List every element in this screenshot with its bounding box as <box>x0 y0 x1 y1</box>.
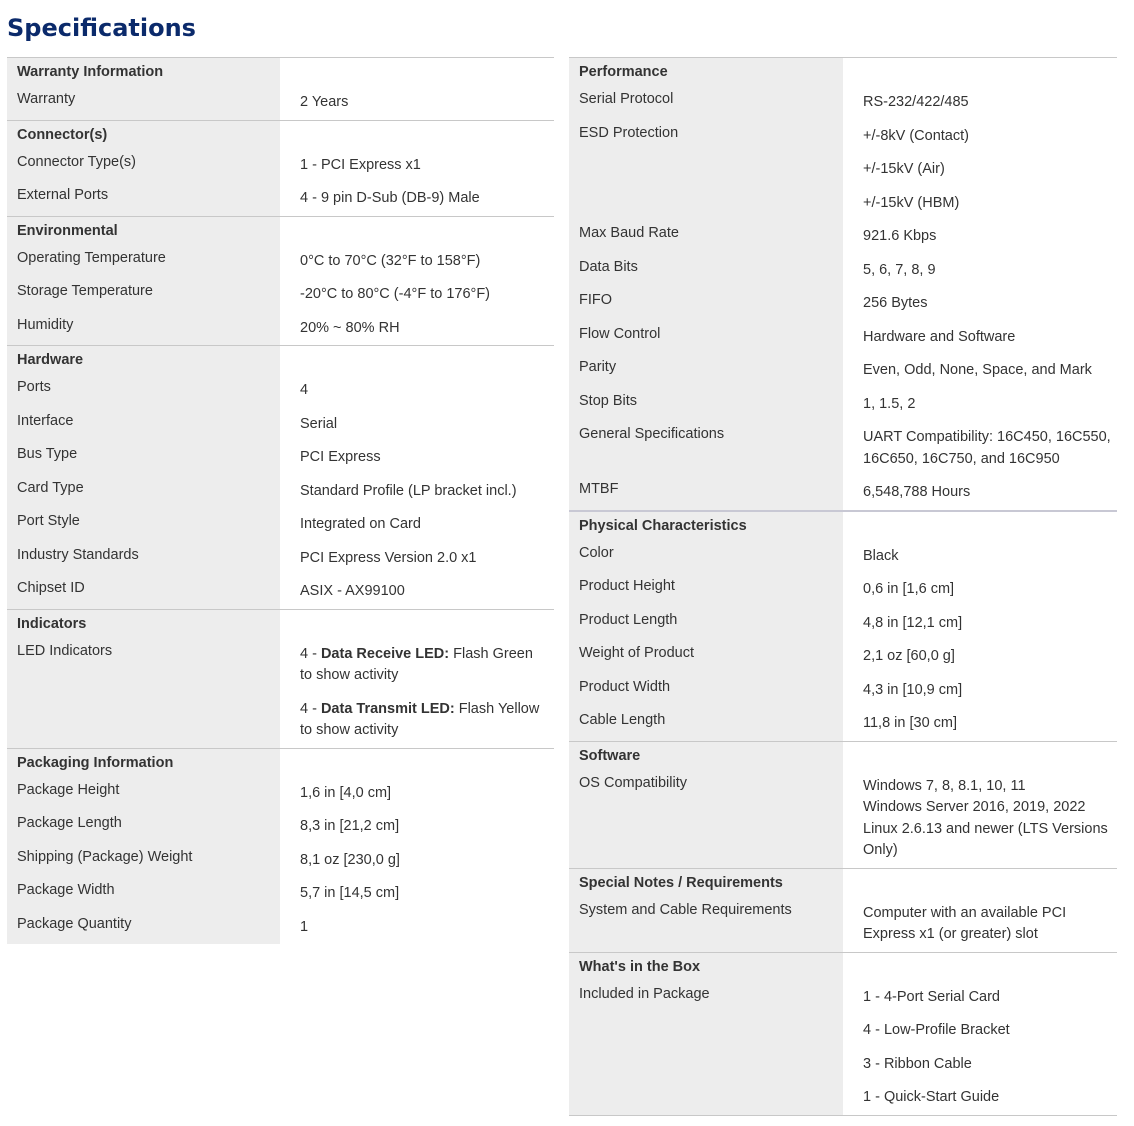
spec-label: Ports <box>7 374 280 408</box>
spec-row <box>7 810 554 844</box>
spec-value <box>843 674 1117 708</box>
spec-value <box>280 575 554 609</box>
spec-label: Weight of Product <box>569 640 843 674</box>
spec-value <box>843 897 1117 952</box>
spec-row <box>569 388 1117 422</box>
spec-row <box>569 707 1117 741</box>
spec-label: Data Bits <box>569 254 843 288</box>
spec-label: Max Baud Rate <box>569 220 843 254</box>
spec-label: Chipset ID <box>7 575 280 609</box>
spec-value-line: 4,8 in [12,1 cm] <box>863 614 963 631</box>
spec-label: FIFO <box>569 287 843 321</box>
spec-group-title: What's in the Box <box>569 953 843 981</box>
spec-value-line: UART Compatibility: 16C450, 16C550, 16C650, 16C750, and 16C950 <box>863 429 1111 467</box>
spec-row <box>7 182 554 216</box>
spec-value <box>843 981 1117 1115</box>
spec-value-line: Computer with an available PCI Express x1 (or greater) slot <box>863 904 1067 942</box>
spec-value-line: PCI Express <box>300 449 381 465</box>
spec-row <box>569 476 1117 510</box>
spec-group-title: Hardware <box>7 346 280 374</box>
spec-value <box>843 120 1117 221</box>
spec-group-header <box>569 953 1117 981</box>
spec-label: ESD Protection <box>569 120 843 221</box>
spec-value-line: Standard Profile (LP bracket incl.) <box>300 482 517 499</box>
spec-value-line: 1,6 in [4,0 cm] <box>300 784 392 801</box>
spec-group-header <box>7 610 554 638</box>
spec-value <box>280 508 554 542</box>
spec-group-special-notes-requirements <box>569 868 1117 952</box>
spec-value-line: ASIX - AX99100 <box>300 583 405 599</box>
spec-value-line: 4 <box>300 382 309 398</box>
led-indicator-entry <box>300 699 548 742</box>
spec-value-line: 2 Years <box>300 94 349 110</box>
spec-label: General Specifications <box>569 421 843 476</box>
spec-value <box>280 475 554 509</box>
spec-value <box>280 844 554 878</box>
spec-value-line: 5,7 in [14,5 cm] <box>300 885 400 901</box>
spec-value <box>280 542 554 576</box>
specs-left-column <box>7 57 554 944</box>
spec-group-title: Software <box>569 742 843 770</box>
spec-label: Stop Bits <box>569 388 843 422</box>
spec-group-environmental <box>7 216 554 346</box>
spec-value-line: 1, 1.5, 2 <box>863 395 916 412</box>
led-name: Data Receive LED: <box>320 645 450 662</box>
spec-value-line: 5, 6, 7, 8, 9 <box>863 261 936 278</box>
spec-value-line: Even, Odd, None, Space, and Mark <box>863 362 1092 378</box>
spec-value-line: Black <box>863 547 899 564</box>
spec-label: Warranty <box>7 86 280 120</box>
spec-value <box>280 777 554 811</box>
spec-label: Serial Protocol <box>569 86 843 120</box>
spec-group-title: Packaging Information <box>7 749 280 777</box>
spec-value-line: 4,3 in [10,9 cm] <box>863 681 963 698</box>
spec-row <box>7 374 554 408</box>
led-name: Data Transmit LED: <box>320 700 455 717</box>
spec-group-header-spacer <box>280 749 554 777</box>
spec-value <box>280 408 554 442</box>
spec-value-line: 6,548,788 Hours <box>863 484 971 500</box>
spec-row <box>7 542 554 576</box>
spec-group-hardware <box>7 345 554 609</box>
spec-value <box>280 374 554 408</box>
spec-group-header <box>7 346 554 374</box>
spec-value <box>843 540 1117 574</box>
spec-value-line: 0,6 in [1,6 cm] <box>863 581 955 597</box>
spec-value-line: -20°C to 80°C (-4°F to 176°F) <box>300 286 491 302</box>
spec-label: Package Height <box>7 777 280 811</box>
spec-label: Package Quantity <box>7 911 280 945</box>
spec-row <box>569 540 1117 574</box>
spec-value <box>280 312 554 346</box>
spec-label: Product Height <box>569 573 843 607</box>
spec-row <box>7 508 554 542</box>
spec-row <box>7 312 554 346</box>
spec-row <box>7 877 554 911</box>
spec-group-header <box>7 58 554 86</box>
spec-value <box>280 245 554 279</box>
spec-group-header <box>569 742 1117 770</box>
spec-group-header <box>7 121 554 149</box>
spec-value-line: 11,8 in [30 cm] <box>863 715 958 731</box>
spec-label: Interface <box>7 408 280 442</box>
spec-value-line: +/-15kV (HBM) <box>863 194 960 211</box>
spec-value-line: 8,1 oz [230,0 g] <box>300 851 400 868</box>
spec-row <box>7 408 554 442</box>
spec-value <box>280 810 554 844</box>
spec-value-line: 1 - Quick-Start Guide <box>863 1089 1000 1105</box>
led-quantity: 4 - <box>300 645 321 662</box>
spec-group-header-spacer <box>843 953 1117 981</box>
spec-label: Color <box>569 540 843 574</box>
led-indicator-entry <box>300 644 548 687</box>
spec-group-physical-characteristics <box>569 510 1117 741</box>
spec-group-header <box>7 749 554 777</box>
spec-group-header-spacer <box>843 58 1117 86</box>
spec-row <box>569 220 1117 254</box>
spec-label: MTBF <box>569 476 843 510</box>
spec-label: Parity <box>569 354 843 388</box>
spec-value <box>843 86 1117 120</box>
spec-value-line: 3 - Ribbon Cable <box>863 1055 972 1072</box>
spec-label: Product Length <box>569 607 843 641</box>
spec-label: Package Width <box>7 877 280 911</box>
spec-row <box>569 321 1117 355</box>
spec-group-packaging-information <box>7 748 554 945</box>
spec-row <box>7 475 554 509</box>
spec-value-line: Windows Server 2016, 2019, 2022 <box>863 799 1086 815</box>
spec-value <box>843 388 1117 422</box>
spec-label: System and Cable Requirements <box>569 897 843 952</box>
spec-value <box>843 770 1117 868</box>
spec-value-line: +/-15kV (Air) <box>863 161 945 177</box>
spec-row <box>569 674 1117 708</box>
led-description: Flash Yellow to show activity <box>300 700 540 738</box>
spec-row <box>7 777 554 811</box>
spec-row <box>7 86 554 120</box>
spec-group-header-spacer <box>280 121 554 149</box>
spec-label: OS Compatibility <box>569 770 843 868</box>
spec-value <box>843 354 1117 388</box>
spec-group-title: Physical Characteristics <box>569 512 843 540</box>
spec-row <box>569 120 1117 221</box>
spec-value <box>280 182 554 216</box>
spec-group-title: Warranty Information <box>7 58 280 86</box>
spec-row <box>569 981 1117 1115</box>
spec-row <box>7 245 554 279</box>
spec-row <box>569 354 1117 388</box>
spec-group-title: Environmental <box>7 217 280 245</box>
spec-row <box>7 278 554 312</box>
spec-group-performance <box>569 57 1117 510</box>
spec-row <box>7 844 554 878</box>
spec-group-header <box>569 869 1117 897</box>
spec-value <box>280 86 554 120</box>
spec-group-header <box>569 512 1117 540</box>
spec-group-header-spacer <box>280 58 554 86</box>
spec-label: Bus Type <box>7 441 280 475</box>
spec-label: Flow Control <box>569 321 843 355</box>
spec-group-header-spacer <box>843 512 1117 540</box>
spec-value <box>280 911 554 945</box>
spec-row <box>7 911 554 945</box>
spec-label: LED Indicators <box>7 638 280 748</box>
spec-row <box>569 607 1117 641</box>
spec-value-line: 0°C to 70°C (32°F to 158°F) <box>300 252 481 269</box>
spec-value <box>843 607 1117 641</box>
spec-value <box>843 321 1117 355</box>
spec-value-line: RS-232/422/485 <box>863 94 969 110</box>
spec-group-warranty-information <box>7 57 554 120</box>
spec-value-line: 256 Bytes <box>863 295 928 311</box>
spec-row <box>7 575 554 609</box>
spec-value-line: +/-8kV (Contact) <box>863 127 969 144</box>
spec-label: Connector Type(s) <box>7 149 280 183</box>
spec-value-line: 20% ~ 80% RH <box>300 319 400 336</box>
spec-value-line: 4 - Low-Profile Bracket <box>863 1022 1010 1038</box>
spec-value-line: 8,3 in [21,2 cm] <box>300 818 400 834</box>
spec-row <box>569 897 1117 952</box>
spec-value-line: 4 - 9 pin D-Sub (DB-9) Male <box>300 190 480 206</box>
spec-label: Included in Package <box>569 981 843 1115</box>
spec-row <box>569 573 1117 607</box>
spec-group-title: Indicators <box>7 610 280 638</box>
spec-row <box>7 149 554 183</box>
spec-value <box>843 220 1117 254</box>
spec-value-line: 1 - 4-Port Serial Card <box>863 988 1000 1005</box>
spec-value <box>280 278 554 312</box>
spec-group-title: Connector(s) <box>7 121 280 149</box>
spec-value-line: 921.6 Kbps <box>863 228 937 244</box>
spec-row <box>569 421 1117 476</box>
spec-value-line: PCI Express Version 2.0 x1 <box>300 549 477 566</box>
spec-group-what-s-in-the-box <box>569 952 1117 1115</box>
spec-group-title: Special Notes / Requirements <box>569 869 843 897</box>
spec-group-software <box>569 741 1117 868</box>
spec-group-connector-s <box>7 120 554 216</box>
spec-label: Storage Temperature <box>7 278 280 312</box>
spec-row <box>7 638 554 748</box>
spec-value <box>843 640 1117 674</box>
spec-group-indicators <box>7 609 554 748</box>
spec-value <box>843 476 1117 510</box>
spec-value <box>280 638 554 748</box>
spec-value-line: 1 <box>300 918 309 935</box>
specs-right-column <box>569 57 1117 1116</box>
spec-label: Package Length <box>7 810 280 844</box>
spec-label: External Ports <box>7 182 280 216</box>
spec-value-line: Serial <box>300 415 338 432</box>
spec-value <box>280 877 554 911</box>
spec-value <box>280 149 554 183</box>
spec-group-header-spacer <box>280 610 554 638</box>
spec-value <box>843 254 1117 288</box>
spec-group-header-spacer <box>843 742 1117 770</box>
led-quantity: 4 - <box>300 700 321 717</box>
spec-group-header-spacer <box>843 869 1117 897</box>
spec-row <box>569 86 1117 120</box>
spec-row <box>569 287 1117 321</box>
spec-value-line: Windows 7, 8, 8.1, 10, 11 <box>863 777 1026 794</box>
page-title: Specifications <box>7 14 196 42</box>
spec-row <box>7 441 554 475</box>
spec-value-line: 1 - PCI Express x1 <box>300 156 421 173</box>
spec-value <box>843 707 1117 741</box>
spec-value <box>843 287 1117 321</box>
spec-label: Cable Length <box>569 707 843 741</box>
spec-label: Product Width <box>569 674 843 708</box>
spec-value <box>843 421 1117 476</box>
spec-label: Industry Standards <box>7 542 280 576</box>
spec-value <box>843 573 1117 607</box>
spec-row <box>569 640 1117 674</box>
spec-group-header <box>569 58 1117 86</box>
spec-group-header-spacer <box>280 217 554 245</box>
spec-label: Humidity <box>7 312 280 346</box>
spec-row <box>569 254 1117 288</box>
spec-row <box>569 770 1117 868</box>
spec-value-line: 2,1 oz [60,0 g] <box>863 648 955 664</box>
spec-value-line: Hardware and Software <box>863 328 1016 345</box>
spec-value-line: Integrated on Card <box>300 516 421 532</box>
spec-value <box>280 441 554 475</box>
led-description: Flash Green to show activity <box>300 645 533 683</box>
spec-label: Operating Temperature <box>7 245 280 279</box>
spec-group-header <box>7 217 554 245</box>
spec-group-header-spacer <box>280 346 554 374</box>
spec-value-line: Linux 2.6.13 and newer (LTS Versions Only) <box>863 820 1108 858</box>
spec-label: Shipping (Package) Weight <box>7 844 280 878</box>
spec-label: Card Type <box>7 475 280 509</box>
spec-label: Port Style <box>7 508 280 542</box>
spec-group-title: Performance <box>569 58 843 86</box>
